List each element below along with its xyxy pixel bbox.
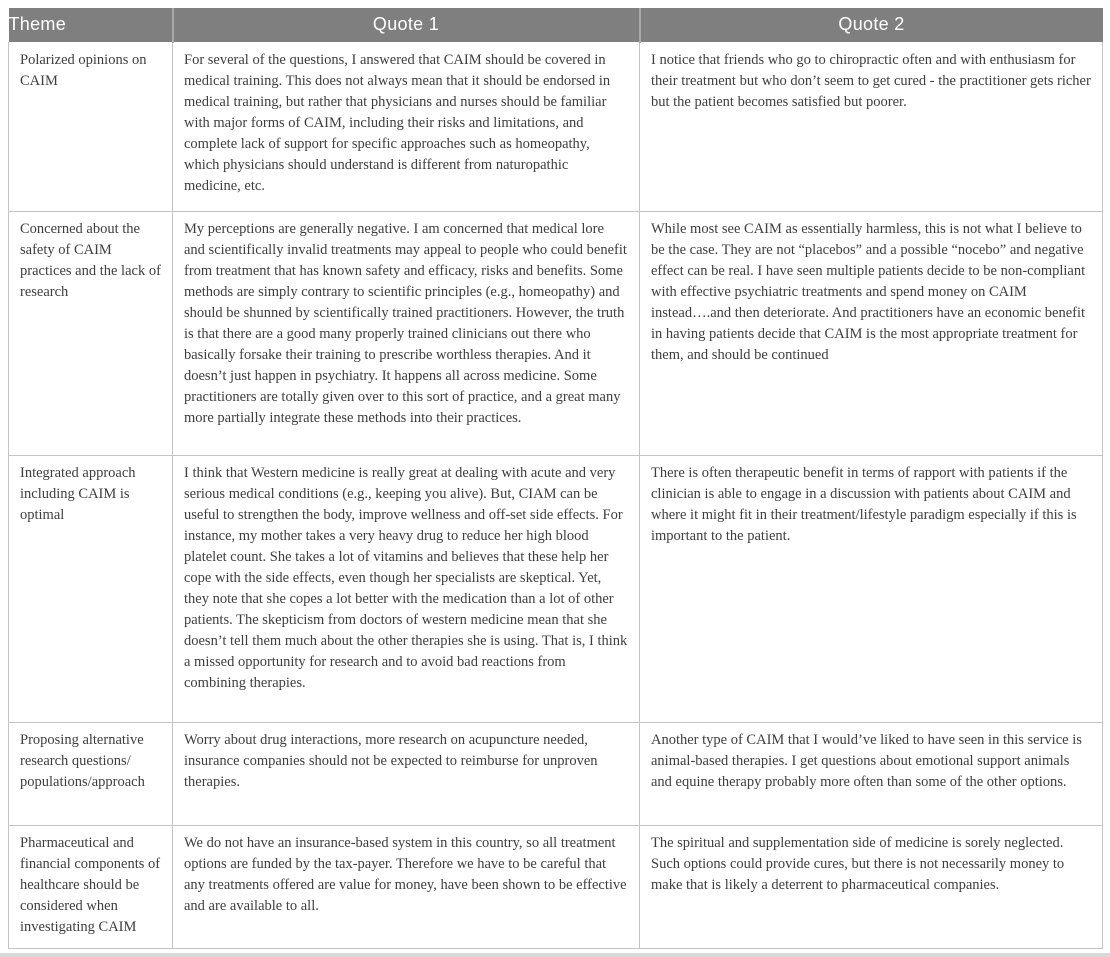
quote2-cell: The spiritual and supplementation side of medicine is sorely neglected. Such options could provide cures, but there is not necessarily money to make that is likely a deterrent to pharmaceutical companies. [640,825,1103,948]
table-row [9,211,1103,455]
quote2-cell: There is often therapeutic benefit in terms of rapport with patients if the clinician is able to engage in a discussion with patients about CAIM and where it might fit in their treatment/lifestyle paradigm especially if this is important to the patient. [640,455,1103,722]
table-row [9,722,1103,825]
table-body [9,42,1103,948]
quote1-cell: My perceptions are generally negative. I am concerned that medical lore and scientifically invalid treatments may appeal to people who could benefit from treatment that has known safety and efficacy, risks and benefits. Some methods are simply contrary to scientific principles (e.g., homeopathy) and should be shunned by scientifically trained practitioners. However, the truth is that there are a good many properly trained clinicians out there who basically forsake their training to prescribe worthless therapies. And it doesn’t just happen in psychiatry. It happens all across medicine. Some practitioners are totally given over to this sort of practice, and a great many more partially integrate these methods into their practices. [173,211,640,455]
quote1-cell: For several of the questions, I answered that CAIM should be covered in medical training. This does not always mean that it should be endorsed in medical training, but rather that physicians and nurses should be familiar with major forms of CAIM, including their risks and limitations, and complete lack of support for specific approaches such as homeopathy, which physicians should understand is different from naturopathic medicine, etc. [173,42,640,211]
quote2-cell: Another type of CAIM that I would’ve liked to have seen in this service is animal-based therapies. I get questions about emotional support animals and equine therapy probably more often than some of the other options. [640,722,1103,825]
header-quote2: Quote 2 [640,8,1103,42]
theme-cell: Integrated approach including CAIM is optimal [9,455,173,722]
header-row [9,8,1103,42]
theme-cell: Concerned about the safety of CAIM practices and the lack of research [9,211,173,455]
theme-cell: Pharmaceutical and financial components of healthcare should be considered when investigating CAIM [9,825,173,948]
quote1-cell: I think that Western medicine is really great at dealing with acute and very serious medical conditions (e.g., keeping you alive). But, CIAM can be useful to strengthen the body, improve wellness and off-set side effects. For instance, my mother takes a very heavy drug to reduce her high blood platelet count. She takes a lot of vitamins and believes that these help her cope with the side effects, even though her specialists are skeptical. Yet, they note that she copes a lot better with the medication than a lot of other patients. The skepticism from doctors of western medicine mean that she doesn’t tell them much about the other therapies she is using. That is, I think a missed opportunity for research and to avoid bad reactions from combining therapies. [173,455,640,722]
themes-quotes-table [8,8,1103,949]
table-header [9,8,1103,42]
theme-cell: Proposing alternative research questions/ populations/approach [9,722,173,825]
quote1-cell: We do not have an insurance-based system in this country, so all treatment options are funded by the tax-payer. Therefore we have to be careful that any treatments offered are value for money, have been shown to be effective and are available to all. [173,825,640,948]
table-row [9,825,1103,948]
quote1-cell: Worry about drug interactions, more research on acupuncture needed, insurance companies should not be expected to reimburse for unproven therapies. [173,722,640,825]
quote2-cell: I notice that friends who go to chiropractic often and with enthusiasm for their treatment but who don’t seem to get cured - the practitioner gets richer but the patient becomes satisfied but poorer. [640,42,1103,211]
header-theme: Theme [9,8,173,42]
table-row [9,42,1103,211]
table-row [9,455,1103,722]
table-bottom-rule [0,953,1110,957]
theme-cell: Polarized opinions on CAIM [9,42,173,211]
quote2-cell: While most see CAIM as essentially harmless, this is not what I believe to be the case. They are not “placebos” and a possible “nocebo” and negative effect can be real. I have seen multiple patients decide to be non-compliant with effective psychiatric treatments and spend money on CAIM instead….and then deteriorate. And practitioners have an economic benefit in having patients decide that CAIM is the most appropriate treatment for them, and should be continued [640,211,1103,455]
header-quote1: Quote 1 [173,8,640,42]
